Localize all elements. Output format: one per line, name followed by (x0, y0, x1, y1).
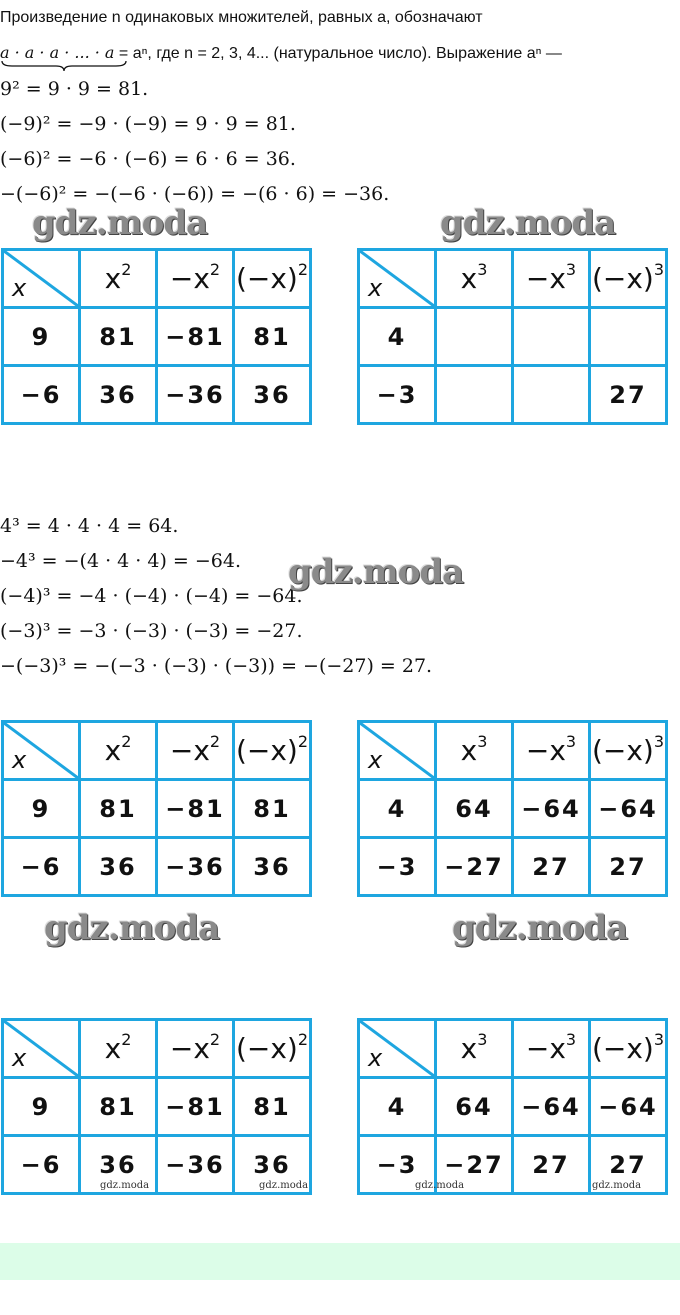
table-cell (513, 366, 590, 424)
eq-1-4: −(−6)² = −(−6 · (−6)) = −(6 · 6) = −36. (0, 183, 390, 205)
row-value-x: 9 (3, 308, 80, 366)
eq-2-4: (−3)³ = −3 · (−3) · (−3) = −27. (0, 620, 303, 642)
table-header-row (3, 722, 311, 780)
table-cubes-partial (357, 248, 668, 425)
table-header-row (3, 250, 311, 308)
table-cell: −81 (157, 1078, 234, 1136)
table-cell: 27 (590, 838, 667, 896)
table-row (359, 366, 667, 424)
column-header: $-x^3$ (513, 250, 590, 308)
column-header: $x^2$ (80, 1020, 157, 1078)
table-squares-2 (1, 720, 312, 897)
table-cell: 36 (80, 1136, 157, 1194)
table-row (359, 1078, 667, 1136)
table-cell (590, 308, 667, 366)
column-header: $-x^2$ (157, 722, 234, 780)
table-cell: 81 (234, 308, 311, 366)
column-header: $(-x)^2$ (234, 1020, 311, 1078)
table-cell: 27 (513, 838, 590, 896)
table-row (359, 308, 667, 366)
corner-label: x (12, 1044, 27, 1072)
table-cell: 64 (436, 1078, 513, 1136)
table-cell: 36 (80, 366, 157, 424)
eq-2-1: 4³ = 4 · 4 · 4 = 64. (0, 515, 179, 537)
table-squares-3 (1, 1018, 312, 1195)
table-cell: −81 (157, 308, 234, 366)
table-header-row (359, 722, 667, 780)
column-header: $(-x)^3$ (590, 722, 667, 780)
corner-cell (3, 1020, 80, 1078)
table-cell: 36 (234, 838, 311, 896)
corner-cell (359, 250, 436, 308)
eq-2-5: −(−3)³ = −(−3 · (−3) · (−3)) = −(−27) = 27. (0, 655, 433, 677)
watermark: gdz.moda (32, 203, 208, 243)
intro-line-2-rest: = aⁿ, где n = 2, 3, 4... (натуральное число). Выражение aⁿ — (118, 45, 562, 62)
table-cell: 81 (80, 1078, 157, 1136)
row-value-x: 4 (359, 308, 436, 366)
table-cell: −36 (157, 366, 234, 424)
table-row (359, 838, 667, 896)
factors-product: a · a · a · ... · a (0, 43, 115, 62)
column-header: $(-x)^2$ (234, 722, 311, 780)
table-cubes-3 (357, 1018, 668, 1195)
watermark-small: gdz.moda (415, 1180, 465, 1191)
eq-2-3: (−4)³ = −4 · (−4) · (−4) = −64. (0, 585, 303, 607)
table-row (3, 366, 311, 424)
table-row (3, 780, 311, 838)
watermark-small: gdz.moda (259, 1180, 309, 1191)
corner-cell (359, 722, 436, 780)
table-cell: −64 (590, 780, 667, 838)
table-cell: −64 (513, 780, 590, 838)
watermark-small: gdz.moda (592, 1180, 642, 1191)
corner-label: x (368, 1044, 383, 1072)
table-cell: −36 (157, 838, 234, 896)
footer-bar (0, 1243, 680, 1280)
table-cell: −64 (590, 1078, 667, 1136)
table-cell: −36 (157, 1136, 234, 1194)
row-value-x: 9 (3, 780, 80, 838)
watermark: gdz.moda (288, 552, 464, 592)
watermark-small: gdz.moda (100, 1180, 150, 1191)
watermark: gdz.moda (44, 908, 220, 948)
corner-cell (3, 722, 80, 780)
table-row (3, 1078, 311, 1136)
eq-1-3: (−6)² = −6 · (−6) = 6 · 6 = 36. (0, 148, 296, 170)
column-header: $-x^2$ (157, 1020, 234, 1078)
table-row (3, 838, 311, 896)
corner-label: x (368, 274, 383, 302)
column-header: $-x^3$ (513, 722, 590, 780)
watermark: gdz.moda (440, 203, 616, 243)
row-value-x: 9 (3, 1078, 80, 1136)
table-cell: −27 (436, 1136, 513, 1194)
table-cell (436, 366, 513, 424)
column-header: $x^3$ (436, 722, 513, 780)
column-header: $(-x)^3$ (590, 250, 667, 308)
column-header: $(-x)^2$ (234, 250, 311, 308)
table-cell: 36 (234, 1136, 311, 1194)
row-value-x: 4 (359, 780, 436, 838)
table-cubes-2 (357, 720, 668, 897)
corner-label: x (368, 746, 383, 774)
row-value-x: −3 (359, 366, 436, 424)
table-squares-1 (1, 248, 312, 425)
row-value-x: −3 (359, 838, 436, 896)
corner-label: x (12, 746, 27, 774)
table-cell: 64 (436, 780, 513, 838)
table-cell: 81 (80, 308, 157, 366)
column-header: $x^3$ (436, 250, 513, 308)
corner-cell (359, 1020, 436, 1078)
eq-1-2: (−9)² = −9 · (−9) = 9 · 9 = 81. (0, 113, 296, 135)
corner-label: x (12, 274, 27, 302)
underbrace-icon (0, 60, 128, 72)
column-header: $-x^2$ (157, 250, 234, 308)
table-cell (513, 308, 590, 366)
table-cell: 81 (234, 780, 311, 838)
table-cell: −64 (513, 1078, 590, 1136)
eq-1-1: 9² = 9 · 9 = 81. (0, 78, 149, 100)
watermark: gdz.moda (452, 908, 628, 948)
table-cell: 36 (234, 366, 311, 424)
row-value-x: 4 (359, 1078, 436, 1136)
table-cell: 36 (80, 838, 157, 896)
table-cell: 27 (590, 366, 667, 424)
table-cell: 27 (513, 1136, 590, 1194)
table-cell: 27 (590, 1136, 667, 1194)
column-header: $x^2$ (80, 722, 157, 780)
row-value-x: −6 (3, 1136, 80, 1194)
table-cell: −81 (157, 780, 234, 838)
intro-line-1: Произведение n одинаковых множителей, равных a, обозначают (0, 9, 483, 26)
row-value-x: −6 (3, 366, 80, 424)
table-cell (436, 308, 513, 366)
table-header-row (359, 1020, 667, 1078)
corner-cell (3, 250, 80, 308)
table-header-row (3, 1020, 311, 1078)
table-header-row (359, 250, 667, 308)
table-row (3, 308, 311, 366)
column-header: $-x^3$ (513, 1020, 590, 1078)
table-cell: −27 (436, 838, 513, 896)
row-value-x: −3 (359, 1136, 436, 1194)
column-header: $x^2$ (80, 250, 157, 308)
column-header: $(-x)^3$ (590, 1020, 667, 1078)
table-row (359, 780, 667, 838)
table-cell: 81 (80, 780, 157, 838)
row-value-x: −6 (3, 838, 80, 896)
table-cell: 81 (234, 1078, 311, 1136)
eq-2-2: −4³ = −(4 · 4 · 4) = −64. (0, 550, 242, 572)
column-header: $x^3$ (436, 1020, 513, 1078)
